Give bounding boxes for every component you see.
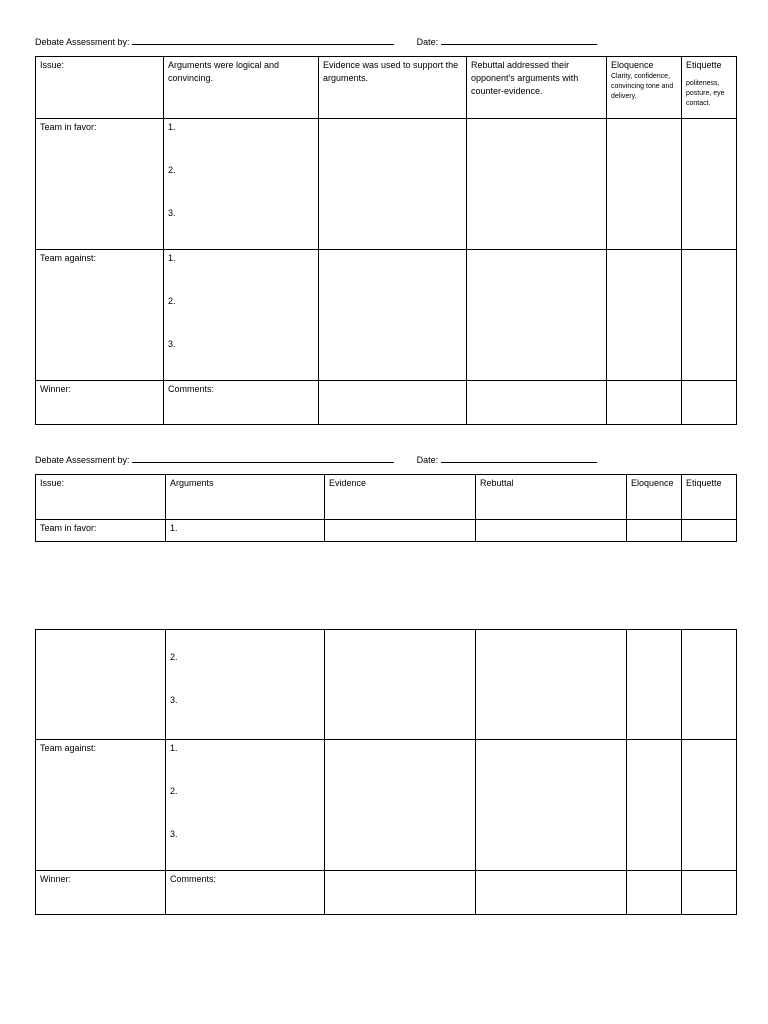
winner-eloquence-cell[interactable] <box>627 871 682 915</box>
team-against-row <box>36 740 737 871</box>
eloquence-title: Eloquence <box>611 60 654 70</box>
date-field[interactable] <box>441 454 597 463</box>
team-favor-row <box>36 520 737 542</box>
team-favor-label: Team in favor: <box>36 119 164 250</box>
date-label: Date: <box>416 37 439 47</box>
favor-arguments-cell[interactable] <box>164 119 319 250</box>
against-evidence-cell[interactable] <box>319 250 467 381</box>
argument-number-3: 3. <box>170 829 178 839</box>
etiquette-header: Etiquette <box>682 475 737 520</box>
against-arguments-cell[interactable] <box>166 740 325 871</box>
etiquette-title: Etiquette <box>686 60 722 70</box>
team-against-label: Team against: <box>36 250 164 381</box>
favor-rebuttal-cell[interactable] <box>467 119 607 250</box>
favor-rebuttal-continued-cell[interactable] <box>476 630 627 740</box>
winner-etiquette-cell[interactable] <box>682 381 737 425</box>
favor-eloquence-cell[interactable] <box>627 520 682 542</box>
against-eloquence-cell[interactable] <box>627 740 682 871</box>
date-field[interactable] <box>441 36 597 45</box>
rebuttal-header: Rebuttal addressed their opponent's arguments with counter-evidence. <box>467 57 607 119</box>
winner-label[interactable]: Winner: <box>36 381 164 425</box>
assessed-by-label: Debate Assessment by: <box>35 455 130 465</box>
against-etiquette-cell[interactable] <box>682 740 737 871</box>
comments-label[interactable]: Comments: <box>164 381 319 425</box>
eloquence-header <box>607 57 682 119</box>
assessment-table-2-top <box>35 474 737 542</box>
team-favor-label: Team in favor: <box>36 520 166 542</box>
favor-etiquette-cell[interactable] <box>682 520 737 542</box>
against-arguments-cell[interactable] <box>164 250 319 381</box>
argument-number-1: 1. <box>170 523 178 533</box>
header-row <box>36 57 737 119</box>
argument-number-2: 2. <box>170 786 178 796</box>
arguments-header: Arguments <box>166 475 325 520</box>
argument-number-2: 2. <box>168 296 176 306</box>
form2-header <box>35 454 597 465</box>
evidence-header: Evidence <box>325 475 476 520</box>
arguments-header: Arguments were logical and convincing. <box>164 57 319 119</box>
argument-number-1: 1. <box>170 743 178 753</box>
argument-number-3: 3. <box>168 208 176 218</box>
against-etiquette-cell[interactable] <box>682 250 737 381</box>
against-evidence-cell[interactable] <box>325 740 476 871</box>
favor-rebuttal-cell[interactable] <box>476 520 627 542</box>
against-rebuttal-cell[interactable] <box>476 740 627 871</box>
rebuttal-header: Rebuttal <box>476 475 627 520</box>
winner-row <box>36 871 737 915</box>
favor-continued-label-cell <box>36 630 166 740</box>
favor-etiquette-cell[interactable] <box>682 119 737 250</box>
argument-number-3: 3. <box>170 695 178 705</box>
header-row <box>36 475 737 520</box>
assessed-by-label: Debate Assessment by: <box>35 37 130 47</box>
favor-evidence-continued-cell[interactable] <box>325 630 476 740</box>
eloquence-note: Clarity, confidence, convincing tone and delivery. <box>611 73 674 100</box>
team-against-row <box>36 250 737 381</box>
favor-evidence-cell[interactable] <box>319 119 467 250</box>
against-eloquence-cell[interactable] <box>607 250 682 381</box>
favor-eloquence-continued-cell[interactable] <box>627 630 682 740</box>
favor-eloquence-cell[interactable] <box>607 119 682 250</box>
winner-rebuttal-cell[interactable] <box>467 381 607 425</box>
team-favor-row <box>36 119 737 250</box>
winner-eloquence-cell[interactable] <box>607 381 682 425</box>
date-label: Date: <box>416 455 439 465</box>
favor-etiquette-continued-cell[interactable] <box>682 630 737 740</box>
favor-evidence-cell[interactable] <box>325 520 476 542</box>
winner-label[interactable]: Winner: <box>36 871 166 915</box>
form1-header <box>35 36 597 47</box>
winner-evidence-cell[interactable] <box>319 381 467 425</box>
favor-arguments-continued-cell[interactable] <box>166 630 325 740</box>
assessed-by-field[interactable] <box>132 454 394 463</box>
argument-number-2: 2. <box>170 652 178 662</box>
winner-evidence-cell[interactable] <box>325 871 476 915</box>
favor-arguments-cell[interactable] <box>166 520 325 542</box>
argument-number-1: 1. <box>168 253 176 263</box>
eloquence-header: Eloquence <box>627 475 682 520</box>
comments-label[interactable]: Comments: <box>166 871 325 915</box>
argument-number-3: 3. <box>168 339 176 349</box>
assessment-table-1 <box>35 56 737 425</box>
team-favor-continued-row <box>36 630 737 740</box>
assessment-table-2-bottom <box>35 629 737 915</box>
team-against-label: Team against: <box>36 740 166 871</box>
issue-header: Issue: <box>36 57 164 119</box>
etiquette-header <box>682 57 737 119</box>
evidence-header: Evidence was used to support the arguments. <box>319 57 467 119</box>
assessed-by-field[interactable] <box>132 36 394 45</box>
winner-etiquette-cell[interactable] <box>682 871 737 915</box>
etiquette-note: politeness, posture, eye contact. <box>686 80 725 107</box>
winner-rebuttal-cell[interactable] <box>476 871 627 915</box>
argument-number-2: 2. <box>168 165 176 175</box>
argument-number-1: 1. <box>168 122 176 132</box>
against-rebuttal-cell[interactable] <box>467 250 607 381</box>
winner-row <box>36 381 737 425</box>
issue-header: Issue: <box>36 475 166 520</box>
